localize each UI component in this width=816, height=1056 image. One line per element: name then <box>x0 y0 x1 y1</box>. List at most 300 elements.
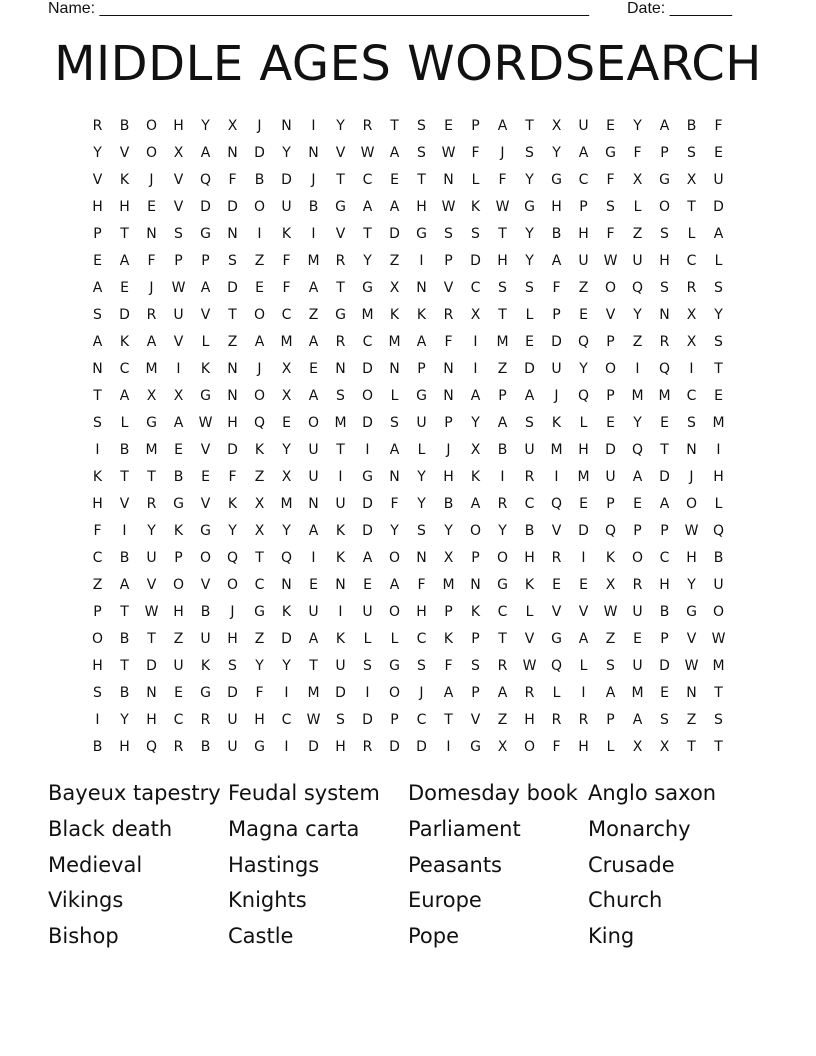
grid-letter: T <box>714 360 723 377</box>
grid-letter: N <box>335 360 346 377</box>
grid-letter: F <box>417 576 426 593</box>
grid-letter: T <box>120 657 129 674</box>
grid-letter: Y <box>525 171 534 188</box>
grid-letter: D <box>281 171 292 188</box>
grid-letter: B <box>254 171 265 188</box>
grid-letter: D <box>227 198 238 215</box>
grid-letter: X <box>632 738 643 755</box>
grid-letter: O <box>604 279 617 296</box>
grid-letter: A <box>632 711 643 728</box>
grid-letter: H <box>578 225 589 242</box>
grid-letter: Y <box>633 414 642 431</box>
grid-letter: S <box>363 657 372 674</box>
grid-letter: I <box>284 738 289 755</box>
grid-letter: D <box>362 711 373 728</box>
grid-letter: R <box>173 738 184 755</box>
grid-letter: D <box>362 360 373 377</box>
grid-letter: D <box>227 279 238 296</box>
grid-letter: X <box>254 495 265 512</box>
grid-letter: K <box>227 495 238 512</box>
word-list-item: King <box>588 924 635 949</box>
grid-letter: Y <box>552 144 561 161</box>
page-title: MIDDLE AGES WORDSEARCH <box>54 36 762 92</box>
grid-letter: S <box>525 144 534 161</box>
grid-letter: T <box>309 657 318 674</box>
grid-letter: F <box>147 252 156 269</box>
grid-letter: T <box>390 117 399 134</box>
grid-letter: T <box>255 549 264 566</box>
grid-letter: V <box>551 522 562 539</box>
grid-letter: H <box>254 711 265 728</box>
grid-letter: A <box>146 333 157 350</box>
grid-letter: R <box>146 495 157 512</box>
grid-letter: M <box>145 360 158 377</box>
grid-letter: K <box>281 603 292 620</box>
grid-letter: K <box>92 468 103 485</box>
grid-letter: K <box>524 576 535 593</box>
grid-letter: E <box>660 684 669 701</box>
grid-letter: S <box>417 117 426 134</box>
grid-letter: I <box>446 738 451 755</box>
grid-letter: S <box>93 306 102 323</box>
grid-letter: T <box>687 738 696 755</box>
grid-letter: S <box>417 522 426 539</box>
grid-letter: V <box>686 630 697 647</box>
grid-letter: B <box>173 468 184 485</box>
grid-letter: D <box>146 657 157 674</box>
grid-letter: T <box>498 306 507 323</box>
grid-letter: D <box>227 684 238 701</box>
grid-letter: M <box>388 333 401 350</box>
grid-letter: P <box>660 522 669 539</box>
grid-letter: T <box>714 684 723 701</box>
grid-letter: U <box>578 252 589 269</box>
grid-letter: F <box>282 279 291 296</box>
grid-letter: U <box>578 117 589 134</box>
grid-letter: X <box>173 144 184 161</box>
grid-letter: T <box>228 306 237 323</box>
grid-letter: T <box>498 225 507 242</box>
grid-letter: Y <box>714 306 723 323</box>
grid-letter: A <box>632 468 643 485</box>
grid-letter: C <box>281 306 292 323</box>
grid-letter: C <box>416 711 427 728</box>
letter-grid <box>84 112 732 760</box>
grid-letter: D <box>200 198 211 215</box>
grid-letter: E <box>174 441 183 458</box>
date-field-label[interactable]: Date: _______ <box>627 0 732 17</box>
grid-letter: U <box>335 657 346 674</box>
grid-letter: P <box>579 198 588 215</box>
grid-letter: T <box>714 738 723 755</box>
word-list-item: Crusade <box>588 852 675 877</box>
grid-letter: E <box>579 495 588 512</box>
grid-letter: E <box>201 468 210 485</box>
grid-letter: E <box>606 414 615 431</box>
grid-letter: D <box>659 657 670 674</box>
grid-letter: L <box>471 171 480 188</box>
grid-letter: D <box>470 252 481 269</box>
grid-letter: Y <box>228 522 237 539</box>
grid-letter: Y <box>282 144 291 161</box>
grid-letter: E <box>93 252 102 269</box>
grid-letter: H <box>578 441 589 458</box>
grid-letter: O <box>523 738 536 755</box>
grid-letter: K <box>389 306 400 323</box>
word-list-item: Peasants <box>408 852 502 877</box>
grid-letter: Q <box>550 657 563 674</box>
grid-letter: F <box>444 333 453 350</box>
grid-letter: S <box>660 279 669 296</box>
grid-letter: I <box>95 441 100 458</box>
grid-letter: S <box>417 144 426 161</box>
grid-letter: S <box>471 657 480 674</box>
grid-letter: L <box>714 252 723 269</box>
grid-letter: I <box>554 468 559 485</box>
grid-letter: T <box>336 441 345 458</box>
grid-letter: Y <box>687 576 696 593</box>
grid-letter: U <box>227 738 238 755</box>
grid-letter: I <box>338 468 343 485</box>
grid-letter: N <box>227 225 238 242</box>
grid-letter: S <box>714 279 723 296</box>
grid-letter: G <box>173 495 184 512</box>
grid-letter: O <box>226 576 239 593</box>
name-field-label[interactable]: Name: _______________________________________________________ <box>48 0 589 17</box>
grid-letter: Y <box>498 522 507 539</box>
grid-letter: S <box>714 333 723 350</box>
grid-letter: N <box>146 684 157 701</box>
grid-letter: S <box>228 252 237 269</box>
grid-letter: L <box>579 657 588 674</box>
grid-letter: A <box>119 252 130 269</box>
grid-letter: J <box>311 171 316 188</box>
grid-letter: F <box>552 738 561 755</box>
word-list <box>48 776 768 955</box>
grid-letter: R <box>92 117 103 134</box>
grid-letter: K <box>119 333 130 350</box>
grid-letter: W <box>441 198 456 215</box>
grid-letter: O <box>604 360 617 377</box>
grid-letter: Z <box>605 630 616 647</box>
grid-letter: M <box>334 414 347 431</box>
grid-letter: Y <box>336 117 345 134</box>
grid-letter: O <box>145 117 158 134</box>
grid-letter: G <box>686 603 697 620</box>
grid-letter: O <box>91 630 104 647</box>
grid-letter: D <box>389 225 400 242</box>
grid-letter: B <box>119 117 130 134</box>
grid-letter: E <box>309 360 318 377</box>
grid-letter: U <box>308 441 319 458</box>
grid-letter: C <box>281 711 292 728</box>
grid-letter: J <box>419 684 424 701</box>
grid-letter: P <box>471 549 480 566</box>
grid-letter: E <box>444 117 453 134</box>
grid-letter: I <box>419 252 424 269</box>
grid-letter: K <box>605 549 616 566</box>
grid-letter: V <box>200 306 211 323</box>
grid-letter: A <box>200 279 211 296</box>
word-list-item: Anglo saxon <box>588 781 717 805</box>
grid-letter: G <box>605 144 616 161</box>
grid-letter: A <box>713 225 724 242</box>
grid-letter: A <box>308 387 319 404</box>
grid-letter: Y <box>525 225 534 242</box>
grid-letter: Z <box>389 252 400 269</box>
grid-letter: C <box>497 603 508 620</box>
grid-letter: B <box>308 198 319 215</box>
grid-letter: Y <box>390 522 399 539</box>
grid-letter: Q <box>280 549 293 566</box>
grid-letter: A <box>605 684 616 701</box>
grid-letter: G <box>497 576 508 593</box>
grid-letter: D <box>551 333 562 350</box>
grid-letter: J <box>689 468 694 485</box>
grid-letter: B <box>119 549 130 566</box>
grid-letter: A <box>308 333 319 350</box>
grid-letter: R <box>335 333 346 350</box>
grid-letter: O <box>388 549 401 566</box>
grid-letter: O <box>199 549 212 566</box>
grid-letter: C <box>92 549 103 566</box>
grid-letter: W <box>711 630 726 647</box>
grid-letter: R <box>632 576 643 593</box>
grid-letter: Z <box>308 306 319 323</box>
word-list-item: Parliament <box>408 816 521 841</box>
grid-letter: O <box>253 306 266 323</box>
grid-letter: Q <box>226 549 239 566</box>
grid-letter: D <box>362 522 373 539</box>
grid-letter: I <box>473 333 478 350</box>
grid-letter: I <box>581 684 586 701</box>
grid-letter: O <box>388 684 401 701</box>
grid-letter: I <box>689 360 694 377</box>
grid-letter: E <box>579 306 588 323</box>
grid-letter: Q <box>577 333 590 350</box>
grid-letter: E <box>633 495 642 512</box>
grid-letter: S <box>390 414 399 431</box>
grid-letter: Y <box>444 522 453 539</box>
grid-letter: O <box>685 495 698 512</box>
grid-letter: A <box>470 495 481 512</box>
grid-letter: K <box>173 522 184 539</box>
grid-letter: D <box>524 360 535 377</box>
grid-letter: I <box>581 549 586 566</box>
grid-letter: N <box>470 576 481 593</box>
grid-letter: Y <box>282 441 291 458</box>
grid-letter: F <box>471 144 480 161</box>
grid-letter: A <box>497 117 508 134</box>
grid-letter: F <box>606 225 615 242</box>
grid-letter: R <box>524 468 535 485</box>
grid-letter: Z <box>227 333 238 350</box>
grid-letter: J <box>149 279 154 296</box>
grid-letter: Y <box>255 657 264 674</box>
grid-letter: Y <box>363 252 372 269</box>
grid-letter: A <box>497 414 508 431</box>
grid-letter: S <box>174 225 183 242</box>
grid-letter: P <box>444 603 453 620</box>
grid-letter: S <box>93 414 102 431</box>
grid-letter: J <box>500 144 505 161</box>
grid-letter: A <box>659 117 670 134</box>
grid-letter: P <box>471 117 480 134</box>
grid-letter: R <box>578 711 589 728</box>
grid-letter: J <box>554 387 559 404</box>
grid-letter: N <box>443 171 454 188</box>
grid-letter: K <box>470 603 481 620</box>
grid-letter: H <box>92 198 103 215</box>
grid-letter: H <box>551 198 562 215</box>
grid-letter: M <box>361 306 374 323</box>
grid-letter: N <box>443 387 454 404</box>
grid-letter: I <box>311 117 316 134</box>
grid-letter: N <box>443 360 454 377</box>
grid-letter: Q <box>658 360 671 377</box>
grid-letter: M <box>550 441 563 458</box>
grid-letter: D <box>254 144 265 161</box>
grid-letter: Q <box>550 495 563 512</box>
grid-letter: W <box>360 144 375 161</box>
grid-letter: T <box>147 630 156 647</box>
grid-letter: D <box>416 738 427 755</box>
grid-letter: U <box>713 576 724 593</box>
grid-letter: Y <box>471 414 480 431</box>
grid-letter: D <box>119 306 130 323</box>
grid-letter: Z <box>632 333 643 350</box>
grid-letter: K <box>335 630 346 647</box>
grid-letter: Y <box>417 495 426 512</box>
grid-letter: G <box>551 630 562 647</box>
grid-letter: F <box>93 522 102 539</box>
grid-letter: Z <box>254 630 265 647</box>
grid-letter: I <box>716 441 721 458</box>
word-list-item: Monarchy <box>588 816 691 841</box>
grid-letter: L <box>525 306 534 323</box>
grid-letter: G <box>254 738 265 755</box>
grid-letter: L <box>417 441 426 458</box>
grid-letter: C <box>686 387 697 404</box>
grid-letter: E <box>660 414 669 431</box>
grid-letter: A <box>308 279 319 296</box>
grid-letter: H <box>713 468 724 485</box>
grid-letter: W <box>684 657 699 674</box>
grid-letter: K <box>470 468 481 485</box>
grid-letter: Y <box>633 117 642 134</box>
grid-letter: R <box>524 684 535 701</box>
grid-letter: Y <box>282 522 291 539</box>
grid-letter: I <box>500 468 505 485</box>
grid-letter: Z <box>254 468 265 485</box>
grid-letter: Y <box>147 522 156 539</box>
grid-letter: M <box>280 333 293 350</box>
grid-letter: D <box>659 468 670 485</box>
grid-letter: P <box>444 252 453 269</box>
grid-letter: S <box>336 711 345 728</box>
grid-letter: H <box>416 603 427 620</box>
grid-letter: C <box>578 171 589 188</box>
grid-letter: T <box>687 198 696 215</box>
grid-letter: H <box>227 630 238 647</box>
grid-letter: Q <box>577 387 590 404</box>
grid-letter: N <box>227 360 238 377</box>
grid-letter: V <box>173 333 184 350</box>
grid-letter: L <box>390 630 399 647</box>
grid-letter: A <box>470 387 481 404</box>
grid-letter: P <box>633 522 642 539</box>
grid-letter: F <box>498 171 507 188</box>
header <box>48 0 748 20</box>
grid-letter: R <box>146 306 157 323</box>
grid-letter: O <box>172 576 185 593</box>
grid-letter: Z <box>254 252 265 269</box>
grid-letter: Z <box>632 225 643 242</box>
grid-letter: E <box>714 144 723 161</box>
grid-letter: E <box>309 576 318 593</box>
grid-letter: P <box>660 630 669 647</box>
grid-letter: I <box>365 684 370 701</box>
grid-letter: D <box>362 495 373 512</box>
grid-letter: A <box>389 441 400 458</box>
grid-letter: G <box>200 684 211 701</box>
grid-letter: I <box>122 522 127 539</box>
word-list-item: Feudal system <box>228 781 380 805</box>
grid-letter: P <box>174 549 183 566</box>
grid-letter: G <box>200 522 211 539</box>
grid-letter: A <box>443 684 454 701</box>
grid-letter: F <box>282 252 291 269</box>
grid-letter: W <box>171 279 186 296</box>
grid-letter: Y <box>633 306 642 323</box>
grid-letter: Q <box>253 414 266 431</box>
grid-letter: W <box>198 414 213 431</box>
grid-letter: C <box>362 171 373 188</box>
grid-letter: Q <box>631 279 644 296</box>
grid-letter: V <box>551 603 562 620</box>
grid-letter: E <box>552 576 561 593</box>
grid-letter: I <box>338 603 343 620</box>
grid-letter: A <box>551 252 562 269</box>
grid-letter: M <box>442 576 455 593</box>
grid-letter: X <box>470 441 481 458</box>
grid-letter: U <box>173 657 184 674</box>
grid-letter: G <box>659 171 670 188</box>
grid-letter: N <box>686 441 697 458</box>
grid-letter: G <box>389 657 400 674</box>
grid-letter: O <box>631 549 644 566</box>
grid-letter: X <box>686 306 697 323</box>
grid-letter: Y <box>525 252 534 269</box>
grid-letter: F <box>606 171 615 188</box>
grid-letter: D <box>335 684 346 701</box>
grid-letter: Q <box>604 522 617 539</box>
grid-letter: A <box>173 414 184 431</box>
grid-letter: N <box>335 576 346 593</box>
grid-letter: V <box>524 630 535 647</box>
grid-letter: S <box>417 657 426 674</box>
grid-letter: P <box>552 306 561 323</box>
grid-letter: C <box>362 333 373 350</box>
grid-letter: S <box>687 414 696 431</box>
grid-letter: E <box>606 117 615 134</box>
grid-letter: Q <box>631 441 644 458</box>
grid-letter: B <box>119 630 130 647</box>
grid-letter: P <box>93 225 102 242</box>
grid-letter: S <box>498 279 507 296</box>
word-list-item: Knights <box>228 888 307 913</box>
grid-letter: M <box>307 684 320 701</box>
